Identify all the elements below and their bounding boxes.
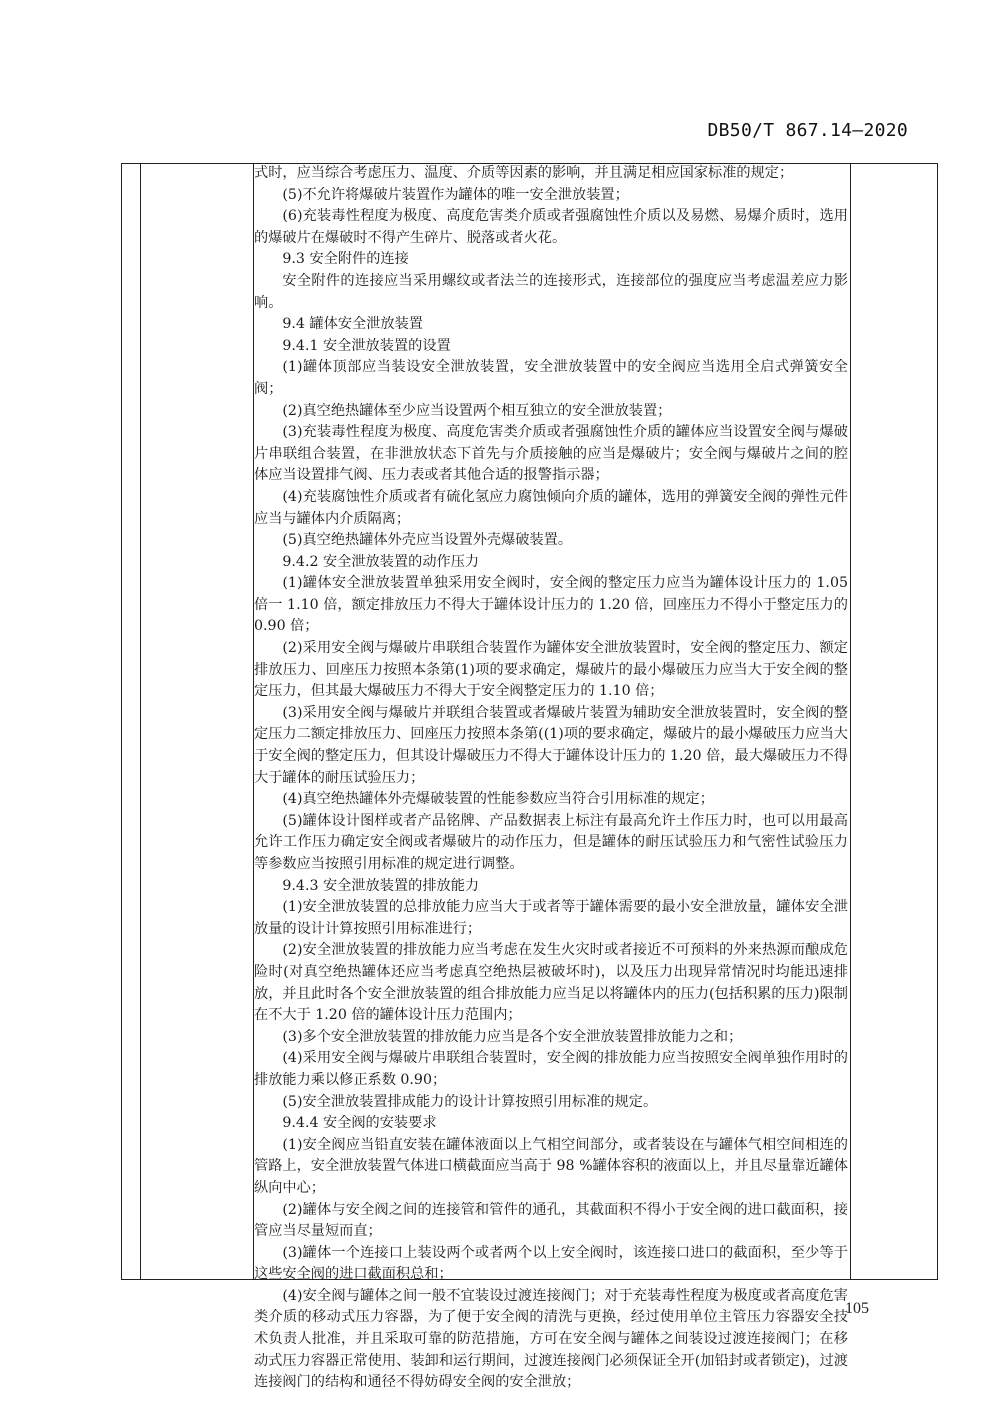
- section-heading: 9.4.2 安全泄放装置的动作压力: [282, 553, 480, 570]
- paragraph: (2)采用安全阀与爆破片串联组合装置作为罐体安全泄放装置时，安全阀的整定压力、额定排放压力、回座压力按照本条第(1)项的要求确定，爆破片的最小爆破压力应当大于安全阀的整定压力，但其最大爆破压力不得大于安全阀整定压力的 1.10 倍；: [254, 640, 848, 700]
- paragraph: (2)安全泄放装置的排放能力应当考虑在发生火灾时或者接近不可预料的外来热源而酿成危险时(对真空绝热罐体还应当考虑真空绝热层被破坏时)，以及压力出现异常情况时均能迅速排放，并且此时各个安全泄放装置的组合排放能力应当足以将罐体内的压力(包括积累的压力)限制在不大于 1.20 倍的罐体设计压力范围内；: [254, 942, 848, 1024]
- section-heading: 9.4.1 安全泄放装置的设置: [282, 337, 451, 354]
- paragraph: (4)真空绝热罐体外壳爆破装置的性能参数应当符合引用标准的规定；: [282, 791, 714, 808]
- paragraph: (3)充装毒性程度为极度、高度危害类介质或者强腐蚀性介质的罐体应当设置安全阀与爆破片串联组合装置，在非泄放状态下首先与介质接触的应当是爆破片；安全阀与爆破片之间的腔体应当设置排气阀、压力表或者其他合适的报警指示器；: [254, 424, 848, 484]
- paragraph: (3)采用安全阀与爆破片并联组合装置或者爆破片装置为辅助安全泄放装置时，安全阀的整定压力二额定排放压力、回座压力按照本条第((1)项的要求确定，爆破片的最小爆破压力应当大于安全阀的整定压力，但其设计爆破压力不得大于罐体设计压力的 1.20 倍，最大爆破压力不得大于罐体的耐压试验压力；: [254, 704, 848, 786]
- paragraph: (4)安全阀与罐体之间一般不宜装设过渡连接阀门；对于充装毒性程度为极度或者高度危害类介质的移动式压力容器，为了便于安全阀的清洗与更换，经过使用单位主管压力容器安全技术负责人批准，并且采取可靠的防范措施，方可在安全阀与罐体之间装设过渡连接阀门；在移动式压力容器正常使用、装卸和运行期间，过渡连接阀门必须保证全开(加铅封或者锁定)，过渡连接阀门的结构和通径不得妨碍安全阀的安全泄放；: [254, 1287, 848, 1391]
- table-column-divider: [850, 164, 851, 1279]
- paragraph: (1)罐体顶部应当装设安全泄放装置，安全泄放装置中的安全阀应当选用全启式弹簧安全阀；: [254, 359, 848, 397]
- paragraph: (5)不允许将爆破片装置作为罐体的唯一安全泄放装置；: [282, 186, 629, 203]
- paragraph: (2)罐体与安全阀之间的连接管和管件的通孔，其截面积不得小于安全阀的进口截面积，接管应当尽量短而直；: [254, 1201, 848, 1240]
- paragraph: (1)安全阀应当铅直安装在罐体液面以上气相空间部分，或者装设在与罐体气相空间相连的管路上，安全泄放装置气体进口横截面应当高于 98 %罐体容积的液面以上，并且尽量靠近罐体纵向中心；: [254, 1136, 848, 1196]
- paragraph: 安全附件的连接应当采用螺纹或者法兰的连接形式，连接部位的强度应当考虑温差应力影响。: [254, 272, 848, 311]
- paragraph: (6)充装毒性程度为极度、高度危害类介质或者强腐蚀性介质以及易燃、易爆介质时，选用的爆破片在爆破时不得产生碎片、脱落或者火花。: [254, 208, 848, 246]
- document-code: DB50/T 867.14—2020: [707, 120, 908, 141]
- paragraph: (4)采用安全阀与爆破片串联组合装置时，安全阀的排放能力应当按照安全阀单独作用时的排放能力乘以修正系数 0.90；: [254, 1050, 848, 1088]
- paragraph: 式时，应当综合考虑压力、温度、介质等因素的影响，并且满足相应国家标准的规定；: [254, 165, 794, 181]
- page-number: 105: [845, 1300, 869, 1317]
- paragraph: (3)多个安全泄放装置的排放能力应当是各个安全泄放装置排放能力之和；: [282, 1028, 743, 1045]
- section-heading: 9.4.3 安全泄放装置的排放能力: [282, 877, 480, 894]
- paragraph: (5)真空绝热罐体外壳应当设置外壳爆破装置。: [282, 532, 573, 549]
- paragraph: (1)罐体安全泄放装置单独采用安全阀时，安全阀的整定压力应当为罐体设计压力的 1.05 倍一 1.10 倍，额定排放压力不得大于罐体设计压力的 1.20 倍，回座压力不得小于整定压力的 0.90 倍；: [254, 575, 848, 635]
- paragraph: (5)安全泄放装置排成能力的设计计算按照引用标准的规定。: [282, 1093, 658, 1110]
- section-heading: 9.4.4 安全阀的安装要求: [282, 1115, 437, 1132]
- section-heading: 9.3 安全附件的连接: [282, 251, 409, 268]
- paragraph: (3)罐体一个连接口上装设两个或者两个以上安全阀时，该连接口进口的截面积，至少等于这些安全阀的进口截面积总和；: [254, 1244, 848, 1283]
- paragraph: (1)安全泄放装置的总排放能力应当大于或者等于罐体需要的最小安全泄放量，罐体安全泄放量的设计计算按照引用标准进行；: [254, 899, 848, 937]
- table-content-cell: [254, 163, 848, 1394]
- section-heading: 9.4 罐体安全泄放装置: [282, 316, 423, 333]
- paragraph: (2)真空绝热罐体至少应当设置两个相互独立的安全泄放装置；: [282, 402, 672, 419]
- table-column-divider: [140, 164, 141, 1279]
- paragraph: (5)罐体设计图样或者产品铭牌、产品数据表上标注有最高允许土作压力时，也可以用最高允许工作压力确定安全阀或者爆破片的动作压力，但是罐体的耐压试验压力和气密性试验压力等参数应当按照引用标准的规定进行调整。: [254, 812, 848, 872]
- paragraph: (4)充装腐蚀性介质或者有硫化氢应力腐蚀倾向介质的罐体，选用的弹簧安全阀的弹性元件应当与罐体内介质隔离；: [254, 488, 848, 527]
